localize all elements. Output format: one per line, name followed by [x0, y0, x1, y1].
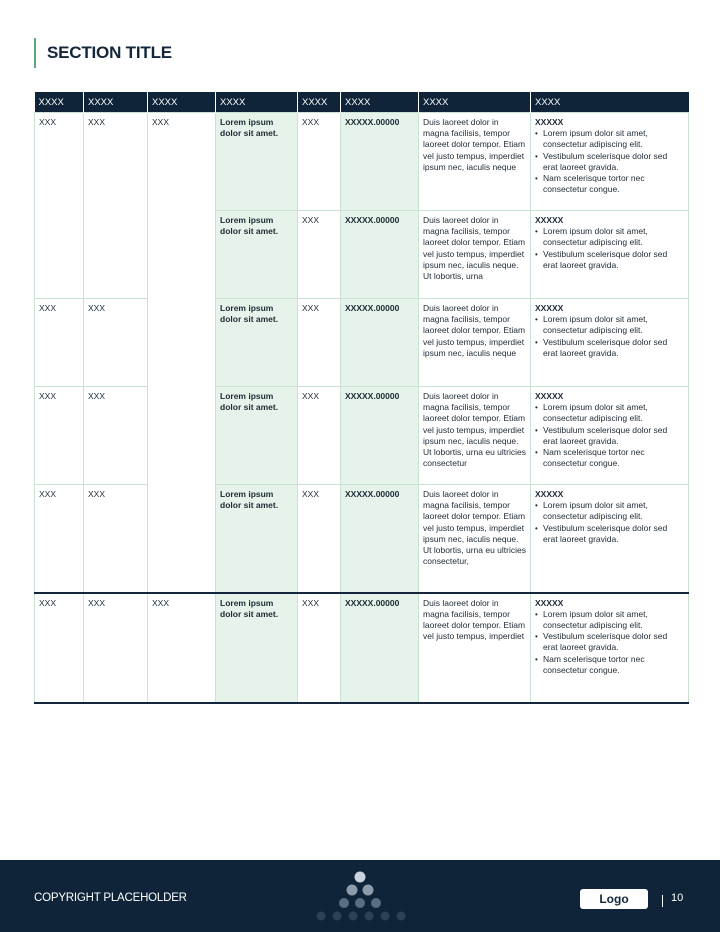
bullet-list	[535, 314, 684, 359]
section-title-bar	[34, 38, 172, 68]
cell: XXXXX.00000	[341, 593, 419, 703]
cell: XXX	[35, 485, 84, 593]
cell: Duis laoreet dolor in magna facilisis, tempor laoreet dolor tempor. Etiam vel justo tempus, imperdiet ipsum nec, iaculis neque. Ut lobortis, urna eu ultricies consectetur	[419, 387, 531, 485]
bullet-list	[535, 402, 684, 469]
cell: XXX	[35, 593, 84, 703]
cell: Lorem ipsum dolor sit amet.	[216, 593, 298, 703]
list-item: • Nam scelerisque tortor nec consectetur congue.	[535, 654, 684, 676]
cell: XXXXX.00000	[341, 387, 419, 485]
list-item: • Lorem ipsum dolor sit amet, consectetur adipiscing elit.	[535, 402, 684, 424]
cell: Duis laoreet dolor in magna facilisis, tempor laoreet dolor tempor. Etiam vel justo tempus, imperdiet ipsum nec, iaculis neque	[419, 113, 531, 211]
cell: Lorem ipsum dolor sit amet.	[216, 113, 298, 211]
cell-bullets	[531, 113, 689, 211]
cell: XXX	[84, 387, 148, 485]
cell-bullets	[531, 211, 689, 299]
bullet-list	[535, 128, 684, 195]
table-header-row	[35, 92, 689, 113]
cell: Duis laoreet dolor in magna facilisis, tempor laoreet dolor tempor. Etiam vel justo tempus, imperdiet ipsum nec, iaculis neque. Ut lobortis, urna	[419, 211, 531, 299]
cell: XXX	[148, 593, 216, 703]
cell: XXX	[298, 485, 341, 593]
cell: Duis laoreet dolor in magna facilisis, tempor laoreet dolor tempor. Etiam vel justo tempus, imperdiet ipsum nec, iaculis neque	[419, 299, 531, 387]
table-row	[35, 299, 689, 387]
cell: XXX	[298, 299, 341, 387]
cell: XXXXX.00000	[341, 299, 419, 387]
list-item: • Lorem ipsum dolor sit amet, consectetur adipiscing elit.	[535, 128, 684, 150]
list-item: • Vestibulum scelerisque dolor sed erat laoreet gravida.	[535, 425, 684, 447]
cell: XXX	[84, 485, 148, 593]
page-footer	[0, 860, 720, 932]
cell: Lorem ipsum dolor sit amet.	[216, 387, 298, 485]
cell-bullets	[531, 485, 689, 593]
cell-bullets	[531, 387, 689, 485]
cell: XXXXX.00000	[341, 485, 419, 593]
cell: XXX	[298, 211, 341, 299]
cell: XXX	[298, 387, 341, 485]
cell: XXX	[84, 593, 148, 703]
bullet-list	[535, 609, 684, 676]
list-item: • Vestibulum scelerisque dolor sed erat laoreet gravida.	[535, 337, 684, 359]
column-header: XXXX	[531, 92, 689, 113]
list-item: • Vestibulum scelerisque dolor sed erat laoreet gravida.	[535, 631, 684, 653]
column-header: XXXX	[148, 92, 216, 113]
data-table	[34, 92, 689, 704]
column-header: XXXX	[298, 92, 341, 113]
cell: Lorem ipsum dolor sit amet.	[216, 485, 298, 593]
table-row	[35, 113, 689, 211]
column-header: XXXX	[419, 92, 531, 113]
cell: XXX	[35, 387, 84, 485]
cell: XXX	[148, 113, 216, 593]
bullet-heading: XXXXX	[535, 303, 564, 313]
list-item: • Vestibulum scelerisque dolor sed erat laoreet gravida.	[535, 523, 684, 545]
cell: Duis laoreet dolor in magna facilisis, tempor laoreet dolor tempor. Etiam vel justo tempus, imperdiet	[419, 593, 531, 703]
cell: XXX	[84, 113, 148, 299]
decorative-dots-icon	[306, 868, 416, 928]
table-row	[35, 485, 689, 593]
list-item: • Lorem ipsum dolor sit amet, consectetur adipiscing elit.	[535, 609, 684, 631]
table-row	[35, 387, 689, 485]
list-item: • Lorem ipsum dolor sit amet, consectetur adipiscing elit.	[535, 500, 684, 522]
bullet-heading: XXXXX	[535, 215, 564, 225]
logo: Logo	[580, 889, 648, 909]
column-header: XXXX	[216, 92, 298, 113]
bullet-list	[535, 500, 684, 545]
copyright-text: COPYRIGHT PLACEHOLDER	[34, 892, 187, 904]
bullet-heading: XXXXX	[535, 391, 564, 401]
bullet-heading: XXXXX	[535, 117, 564, 127]
list-item: • Nam scelerisque tortor nec consectetur congue.	[535, 447, 684, 469]
cell: XXX	[35, 299, 84, 387]
section-title: SECTION TITLE	[47, 43, 172, 62]
list-item: • Lorem ipsum dolor sit amet, consectetur adipiscing elit.	[535, 226, 684, 248]
cell: Lorem ipsum dolor sit amet.	[216, 299, 298, 387]
cell: XXX	[35, 113, 84, 299]
cell: XXXXX.00000	[341, 211, 419, 299]
bullet-list	[535, 226, 684, 271]
cell: XXX	[298, 593, 341, 703]
cell-bullets	[531, 593, 689, 703]
list-item: • Nam scelerisque tortor nec consectetur congue.	[535, 173, 684, 195]
cell: XXXXX.00000	[341, 113, 419, 211]
column-header: XXXX	[35, 92, 84, 113]
column-header: XXXX	[341, 92, 419, 113]
table-row	[35, 593, 689, 703]
cell: Lorem ipsum dolor sit amet.	[216, 211, 298, 299]
cell: Duis laoreet dolor in magna facilisis, tempor laoreet dolor tempor. Etiam vel justo tempus, imperdiet ipsum nec, iaculis neque. Ut lobortis, urna eu ultricies consectetur,	[419, 485, 531, 593]
column-header: XXXX	[84, 92, 148, 113]
bullet-heading: XXXXX	[535, 597, 564, 608]
page-number: 10	[671, 892, 684, 904]
page-number-divider	[662, 895, 663, 907]
list-item: • Vestibulum scelerisque dolor sed erat laoreet gravida.	[535, 249, 684, 271]
cell: XXX	[298, 113, 341, 211]
bullet-heading: XXXXX	[535, 489, 564, 499]
list-item: • Lorem ipsum dolor sit amet, consectetur adipiscing elit.	[535, 314, 684, 336]
cell-bullets	[531, 299, 689, 387]
list-item: • Vestibulum scelerisque dolor sed erat laoreet gravida.	[535, 151, 684, 173]
cell: XXX	[84, 299, 148, 387]
